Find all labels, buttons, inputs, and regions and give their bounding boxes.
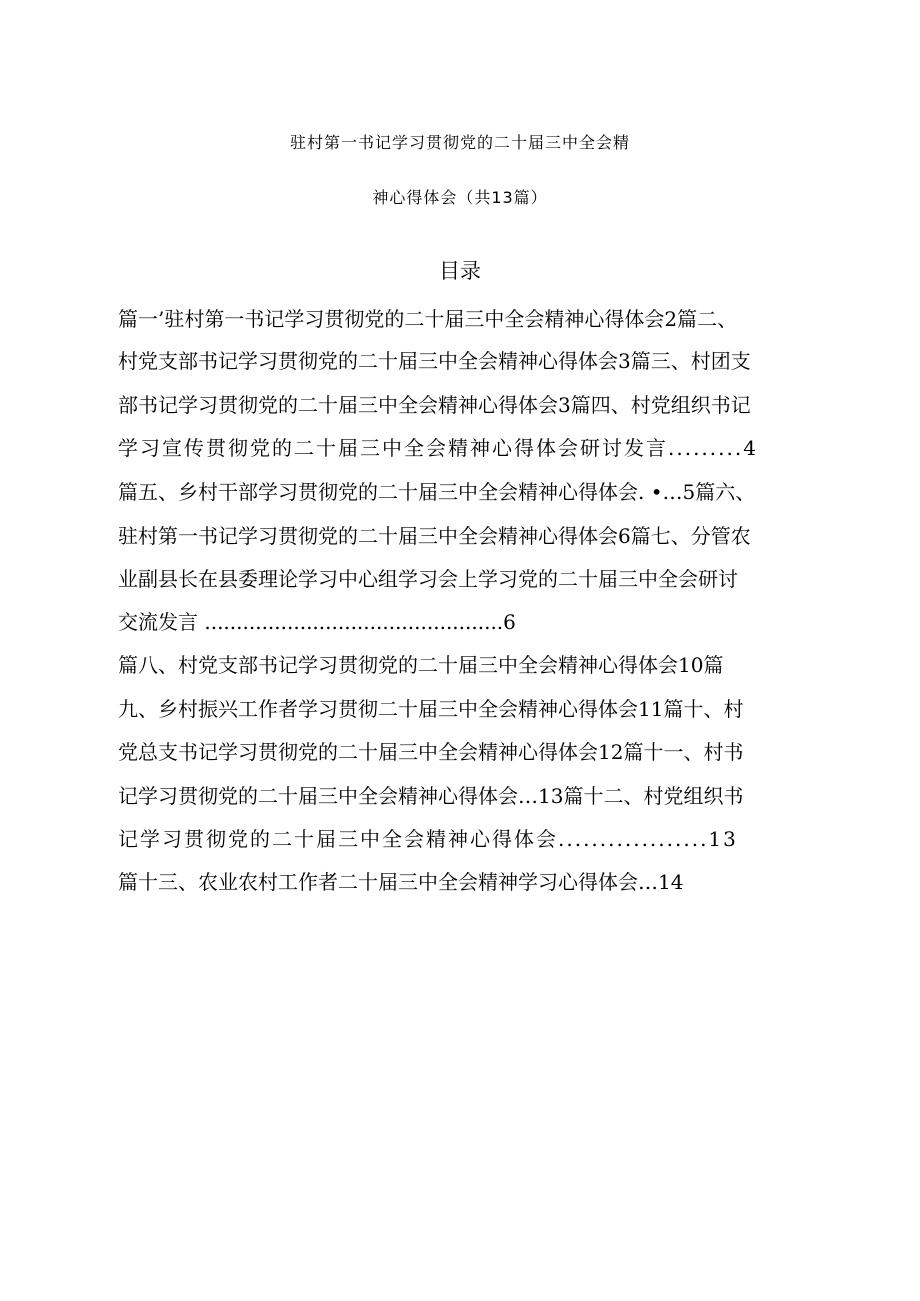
toc-line: 驻村第一书记学习贯彻党的二十届三中全会精神心得体会6篇七、分管农 [118,524,751,548]
toc-line: 篇十三、农业农村工作者二十届三中全会精神学习心得体会…14 [118,870,684,894]
toc-line: 九、乡村振兴工作者学习贯彻二十届三中全会精神心得体会11篇十、村 [118,697,744,721]
document-title-line-1: 驻村第一书记学习贯彻党的二十届三中全会精 [289,133,630,152]
toc-line: 篇八、村党支部书记学习贯彻党的二十届三中全会精神心得体会10篇 [118,653,724,677]
toc-line: 党总支书记学习贯彻党的二十届三中全会精神心得体会12篇十一、村书 [118,740,744,764]
toc-line: 学习宣传贯彻党的二十届三中全会精神心得体会研讨发言.........4 [118,436,758,460]
toc-line: 记学习贯彻党的二十届三中全会精神心得体会…13篇十二、村党组织书 [118,784,744,808]
toc-heading: 目录 [439,259,481,283]
toc-line: 部书记学习贯彻党的二十届三中全会精神心得体会3篇四、村党组织书记 [118,393,751,417]
toc-line: 篇一’驻村第一书记学习贯彻党的二十届三中全会精神心得体会2篇二、 [118,307,738,331]
toc-line: 业副县长在县委理论学习中心组学习会上学习党的二十届三中全会研讨 [118,567,738,591]
document-title-line-2: 神心得体会（共13篇） [372,188,548,207]
toc-line: 村党支部书记学习贯彻党的二十届三中全会精神心得体会3篇三、村团支 [118,349,751,373]
toc-line: 篇五、乡村干部学习贯彻党的二十届三中全会精神心得体会. •…5篇六、 [118,480,756,504]
toc-line: 交流发言 ...............................................6 [118,610,516,634]
toc-line: 记学习贯彻党的二十届三中全会精神心得体会..................13 [118,827,738,851]
